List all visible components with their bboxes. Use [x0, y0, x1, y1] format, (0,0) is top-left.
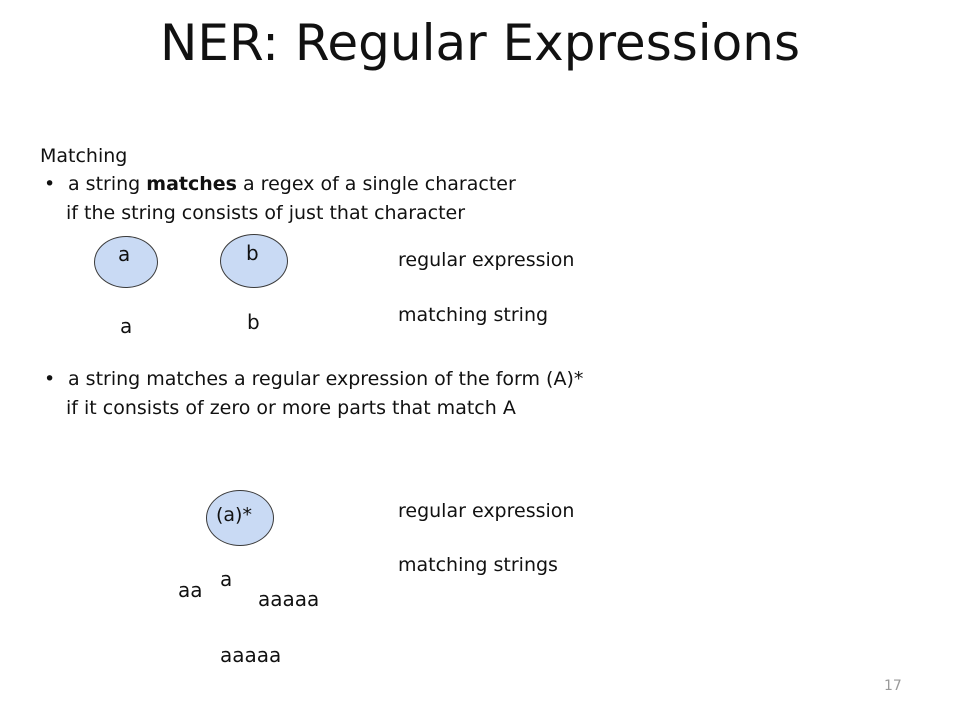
regex-annotation-1: regular expression	[398, 249, 575, 271]
bullet-1-text-pre: a string	[68, 173, 147, 195]
bullet-1-line-2: if the string consists of just that character	[66, 202, 466, 224]
regex-oval-star-label: (a)*	[216, 504, 252, 526]
bullet-1-text-post: a regex of a single character	[236, 173, 516, 195]
regex-oval-a-label: a	[118, 242, 131, 266]
bullet-1-line-1	[68, 172, 516, 196]
bullet-2-line-2: if it consists of zero or more parts that match A	[66, 397, 516, 419]
page-number: 17	[884, 678, 902, 694]
match-string-aaaaa-2: aaaaa	[220, 643, 282, 667]
regex-oval-b-label: b	[246, 241, 259, 265]
match-string-b: b	[247, 310, 260, 334]
bullet-2-line-1: a string matches a regular expression of the form (A)*	[68, 368, 584, 390]
match-string-a-single: a	[220, 567, 233, 591]
bullet-1-dot: •	[44, 173, 56, 195]
bullet-2-dot: •	[44, 368, 56, 390]
bullet-1-bold-term: matches	[146, 173, 237, 195]
match-string-aa: aa	[178, 578, 203, 602]
section-heading: Matching	[40, 145, 128, 167]
match-annotation-1: matching string	[398, 304, 549, 326]
slide-title: NER: Regular Expressions	[159, 14, 801, 72]
regex-annotation-2: regular expression	[398, 500, 575, 522]
match-string-a: a	[120, 314, 133, 338]
match-annotation-2: matching strings	[398, 554, 558, 576]
match-string-aaaaa-1: aaaaa	[258, 587, 320, 611]
